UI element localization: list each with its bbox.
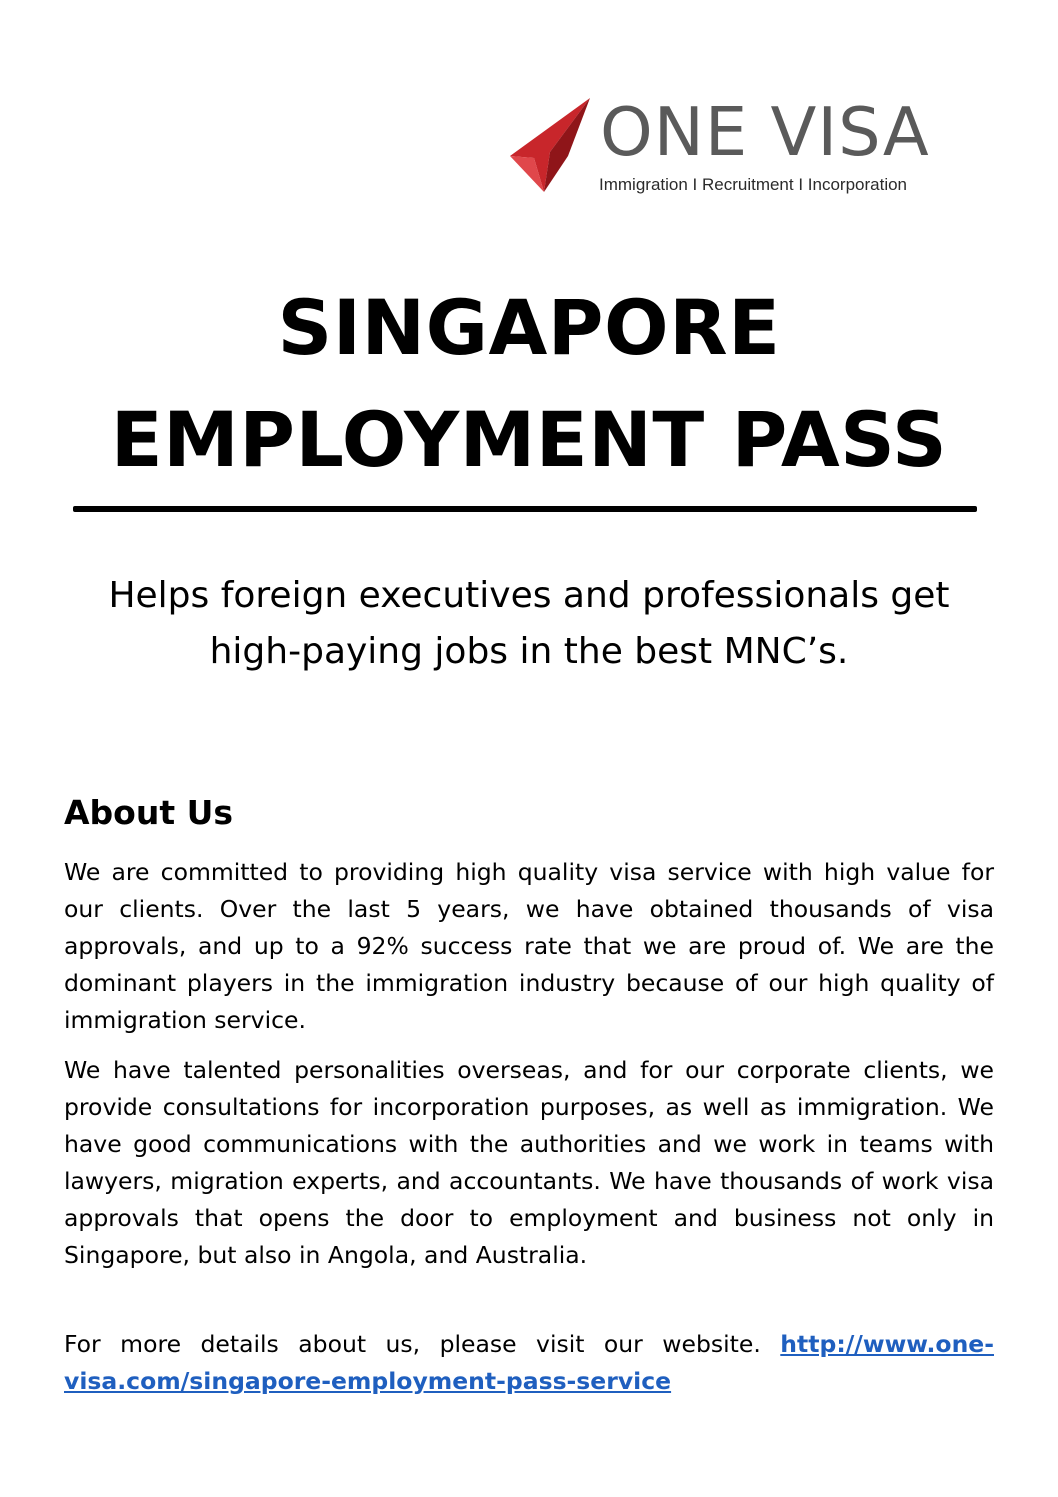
title-line-1: SINGAPORE xyxy=(277,283,781,372)
about-paragraph-2: We have talented personalities overseas, and for our corporate clients, we provide consultations for incorporation purposes, as well as immigration. We have good communications with the authorities and we work in teams with lawyers, migration experts, and accountants. We have thousands of work visa approvals that opens the door to employment and business not only in Singapore, but also in Angola, and Australia. xyxy=(64,1056,994,1269)
website-link[interactable]: http://www.one-visa.com/singapore-employment-pass-service xyxy=(64,1330,994,1395)
subtitle-line-1: Helps foreign executives and professionals get xyxy=(108,575,950,616)
about-heading: About Us xyxy=(64,793,234,832)
logo-name: ONE VISA xyxy=(600,93,930,171)
logo-tagline: Immigration I Recruitment I Incorporation xyxy=(599,175,908,194)
page-title xyxy=(0,272,1058,496)
about-paragraph-1: We are committed to providing high quality visa service with high value for our clients. Over the last 5 years, we have obtained thousands of visa approvals, and up to a 92% success rate that we are proud of. We are the dominant players in the immigration industry because of our high quality of immigration service. xyxy=(64,858,994,1034)
title-divider xyxy=(73,506,977,512)
arrow-logo-icon xyxy=(504,96,596,198)
about-paragraph-3 xyxy=(64,1326,994,1400)
subtitle-line-2: high-paying jobs in the best MNC’s. xyxy=(209,631,849,672)
subtitle xyxy=(40,568,1018,680)
title-line-2: EMPLOYMENT PASS xyxy=(110,395,948,484)
website-prompt: For more details about us, please visit our website. xyxy=(64,1330,761,1358)
